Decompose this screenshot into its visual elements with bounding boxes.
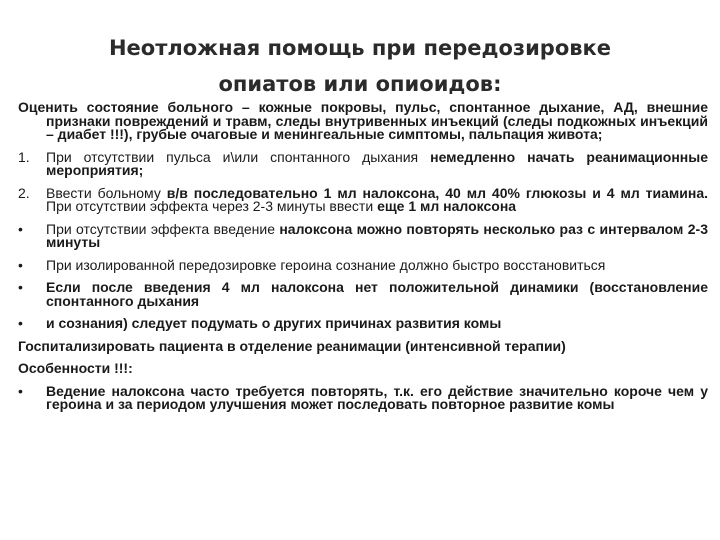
bullet-repeat-naloxone — [18, 220, 708, 250]
bullet-heroin — [18, 256, 708, 273]
slide-body — [18, 101, 708, 417]
bullet-icon: • — [18, 315, 23, 331]
title-line-2: опиатов или опиоидов: — [218, 72, 502, 96]
bullet-3-bold: Если после введения 4 мл налоксона нет положительной динамики (восстановление спонтанного дыхания — [46, 279, 708, 309]
step-2-bold-b: еще 1 мл налоксона — [377, 198, 517, 214]
bullet-icon: • — [18, 220, 23, 237]
title-line-1: Неотложная помощь при передозировке — [108, 36, 612, 60]
step-1-text: При отсутствии пульса и\или спонтанного дыхания — [46, 148, 431, 165]
hospitalize-paragraph — [18, 337, 708, 354]
step-1 — [18, 148, 708, 178]
bullet-1-bold: налоксона можно повторять несколько раз с интервалом 2-3 минуты — [46, 220, 708, 250]
step-1-number: 1. — [18, 148, 30, 165]
bullet-icon: • — [18, 256, 23, 273]
bullet-1-text: При отсутствии эффекта введение — [46, 220, 280, 237]
assessment-text: Оценить состояние больного – кожные покровы, пульс, спонтанное дыхание, АД, внешние признаки повреждений и травм, следы внутривенных инъекций (следы подкожных инъекций – диабет !!!), грубые очаговые и менингеальные симптомы, пальпация живота; — [18, 99, 708, 142]
assessment-paragraph — [18, 101, 708, 142]
features-heading — [18, 362, 708, 376]
bullet-naloxone-duration — [18, 382, 708, 412]
step-2-number: 2. — [18, 184, 30, 201]
hospitalize-text: Госпитализировать пациента в отделение реанимации (интенсивной терапии) — [18, 337, 566, 354]
step-2-text-a: Ввести больному — [46, 184, 167, 201]
bullet-2-text: При изолированной передозировке героина сознание должно быстро восстановиться — [46, 256, 606, 273]
bullet-4-bold: и сознания) следует подумать о других причинах развития комы — [46, 315, 502, 331]
bullet-icon: • — [18, 279, 23, 295]
bullet-no-dynamics — [18, 281, 708, 308]
slide-title — [40, 30, 680, 102]
step-2 — [18, 184, 708, 214]
features-text: Особенности !!!: — [18, 360, 133, 376]
step-2-text-b: При отсутствии эффекта через 2-3 минуты ввести — [46, 198, 378, 214]
bullet-other-causes — [18, 317, 708, 331]
bullet-icon: • — [18, 382, 23, 399]
step-1-bold: немедленно начать реанимационные мероприятия; — [46, 148, 708, 178]
step-2-bold-a: в/в последовательно 1 мл налоксона, 40 мл 40% глюкозы и 4 мл тиамина. — [166, 184, 708, 201]
bullet-5-bold: Ведение налоксона часто требуется повторять, т.к. его действие значительно короче чем у героина и за периодом улучшения может последовать повторное развитие комы — [46, 382, 708, 412]
